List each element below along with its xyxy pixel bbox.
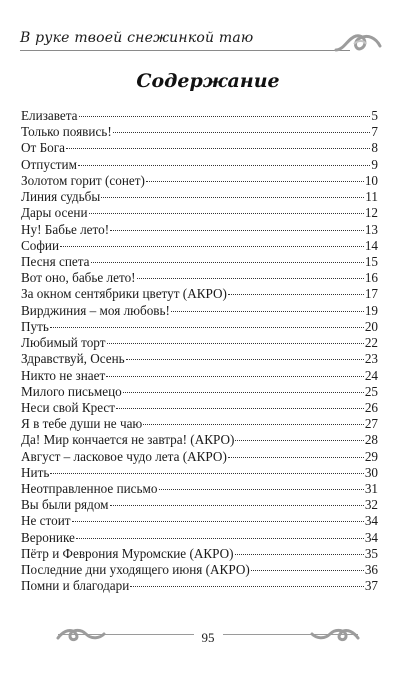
toc-entry — [21, 481, 378, 497]
toc-entry-page: 19 — [364, 302, 378, 318]
toc-entry — [21, 465, 378, 481]
dot-leader — [60, 246, 364, 247]
toc-entry — [21, 254, 378, 270]
toc-entry-page: 10 — [364, 172, 378, 188]
toc-entry — [21, 205, 378, 221]
toc-entry-page: 36 — [364, 562, 378, 578]
dot-leader — [91, 262, 364, 263]
toc-entry — [21, 189, 378, 205]
toc-entry-title: От Бога — [21, 140, 66, 156]
toc-entry-title: Неси свой Крест — [21, 399, 116, 415]
toc-entry-title: Милого письмецо — [21, 383, 122, 399]
toc-entry-title: Ну! Бабье лето! — [21, 221, 110, 237]
dot-leader — [228, 457, 364, 458]
page-number-wrap — [0, 630, 416, 646]
toc-entry-title: Неотправленное письмо — [21, 481, 158, 497]
toc-entry-title: Август – ласковое чудо лета (АКРО) — [21, 448, 227, 464]
toc-entry-title: Линия судьбы — [21, 189, 101, 205]
toc-entry — [21, 124, 378, 140]
dot-leader — [66, 148, 370, 149]
dot-leader — [79, 116, 371, 117]
toc-entry-title: Путь — [21, 318, 49, 334]
dot-leader — [89, 213, 364, 214]
dot-leader — [228, 294, 364, 295]
toc-entry-page: 8 — [371, 140, 378, 156]
toc-entry — [21, 157, 378, 173]
dot-leader — [251, 570, 364, 571]
toc-entry — [21, 108, 378, 124]
toc-entry — [21, 546, 378, 562]
toc-entry-page: 7 — [371, 124, 378, 140]
toc-entry-page: 17 — [364, 286, 378, 302]
toc-entry-page: 9 — [371, 156, 378, 172]
toc-entry — [21, 335, 378, 351]
toc-entry-title: Я в тебе души не чаю — [21, 416, 143, 432]
toc-entry-page: 20 — [364, 318, 378, 334]
toc-entry-title: Пётр и Феврония Муромские (АКРО) — [21, 545, 234, 561]
toc-entry-page: 22 — [364, 335, 378, 351]
toc-entry — [21, 578, 378, 594]
dot-leader — [159, 489, 364, 490]
dot-leader — [126, 359, 364, 360]
toc-entry-page: 5 — [371, 108, 378, 123]
page-number: 95 — [194, 630, 223, 645]
toc-entry-page: 12 — [364, 205, 378, 221]
dot-leader — [143, 424, 364, 425]
toc-entry-page: 23 — [364, 351, 378, 367]
toc-entry-page: 34 — [364, 513, 378, 529]
toc-entry-title: Никто не знает — [21, 367, 106, 383]
toc-entry-title: Любимый торт — [21, 335, 106, 351]
toc-entry-page: 26 — [364, 399, 378, 415]
toc-entry-title: Дары осени — [21, 205, 88, 221]
toc-entry-page: 29 — [364, 448, 378, 464]
toc-entry — [21, 497, 378, 513]
dot-leader — [146, 181, 364, 182]
toc-entry-title: За окном сентябрики цветут (АКРО) — [21, 286, 227, 302]
toc-entry — [21, 530, 378, 546]
toc-entry — [21, 513, 378, 529]
toc-entry — [21, 173, 378, 189]
dot-leader — [116, 408, 364, 409]
toc-entry — [21, 368, 378, 384]
toc-entry-page: 15 — [364, 253, 378, 269]
toc-entry-title: Да! Мир кончается не завтра! (АКРО) — [21, 432, 235, 448]
toc-entry-page: 24 — [364, 367, 378, 383]
toc-entry-title: Софии — [21, 237, 60, 253]
toc-list — [21, 108, 378, 595]
page-footer — [0, 616, 416, 656]
toc-entry-title: Вирджиния – моя любовь! — [21, 302, 170, 318]
toc-entry — [21, 222, 378, 238]
toc-entry — [21, 286, 378, 302]
toc-heading: Содержание — [136, 70, 280, 92]
toc-entry-title: Песня спета — [21, 253, 90, 269]
toc-entry-title: Здравствуй, Осень — [21, 351, 125, 367]
dot-leader — [72, 521, 364, 522]
dot-leader — [76, 538, 364, 539]
dot-leader — [137, 278, 364, 279]
toc-entry — [21, 140, 378, 156]
toc-entry-page: 31 — [364, 481, 378, 497]
running-title: В руке твоей снежинкой таю — [20, 30, 254, 46]
toc-entry-title: Последние дни уходящего июня (АКРО) — [21, 562, 250, 578]
toc-entry-page: 11 — [365, 189, 378, 205]
dot-leader — [50, 327, 364, 328]
toc-entry-page: 27 — [364, 416, 378, 432]
dot-leader — [171, 311, 364, 312]
toc-entry — [21, 384, 378, 400]
toc-entry-title: Елизавета — [21, 108, 78, 123]
toc-entry-page: 37 — [364, 578, 378, 594]
running-header — [0, 0, 416, 62]
dot-leader — [110, 505, 364, 506]
dot-leader — [106, 376, 364, 377]
dot-leader — [110, 230, 364, 231]
toc-entry-page: 14 — [364, 237, 378, 253]
toc-entry — [21, 432, 378, 448]
toc-entry-title: Отпустим — [21, 156, 77, 172]
toc-entry-title: Помни и благодари — [21, 578, 130, 594]
dot-leader — [130, 586, 364, 587]
toc-entry — [21, 303, 378, 319]
toc-entry-page: 34 — [364, 529, 378, 545]
toc-entry — [21, 400, 378, 416]
toc-entry — [21, 562, 378, 578]
toc-entry-title: Не стоит — [21, 513, 71, 529]
dot-leader — [50, 473, 363, 474]
toc-entry-page: 30 — [364, 464, 378, 480]
header-divider — [20, 50, 350, 51]
toc-entry-page: 25 — [364, 383, 378, 399]
toc-entry-page: 28 — [364, 432, 378, 448]
dot-leader — [107, 343, 364, 344]
toc-entry-page: 35 — [364, 545, 378, 561]
dot-leader — [101, 197, 364, 198]
dot-leader — [235, 440, 363, 441]
toc-entry — [21, 319, 378, 335]
toc-entry-title: Золотом горит (сонет) — [21, 172, 145, 188]
toc-entry — [21, 416, 378, 432]
ribbon-ornament-icon — [334, 28, 382, 58]
toc-entry — [21, 270, 378, 286]
toc-entry-page: 32 — [364, 497, 378, 513]
toc-entry — [21, 238, 378, 254]
toc-entry-page: 13 — [364, 221, 378, 237]
toc-entry — [21, 449, 378, 465]
toc-entry-title: Вот оно, бабье лето! — [21, 270, 136, 286]
toc-entry-title: Только появись! — [21, 124, 112, 140]
toc-entry-title: Вы были рядом — [21, 497, 109, 513]
dot-leader — [235, 554, 364, 555]
toc-entry-title: Нить — [21, 464, 50, 480]
dot-leader — [113, 132, 371, 133]
toc-entry-title: Веронике — [21, 529, 75, 545]
toc-entry — [21, 351, 378, 367]
dot-leader — [78, 165, 370, 166]
toc-entry-page: 16 — [364, 270, 378, 286]
dot-leader — [123, 392, 364, 393]
